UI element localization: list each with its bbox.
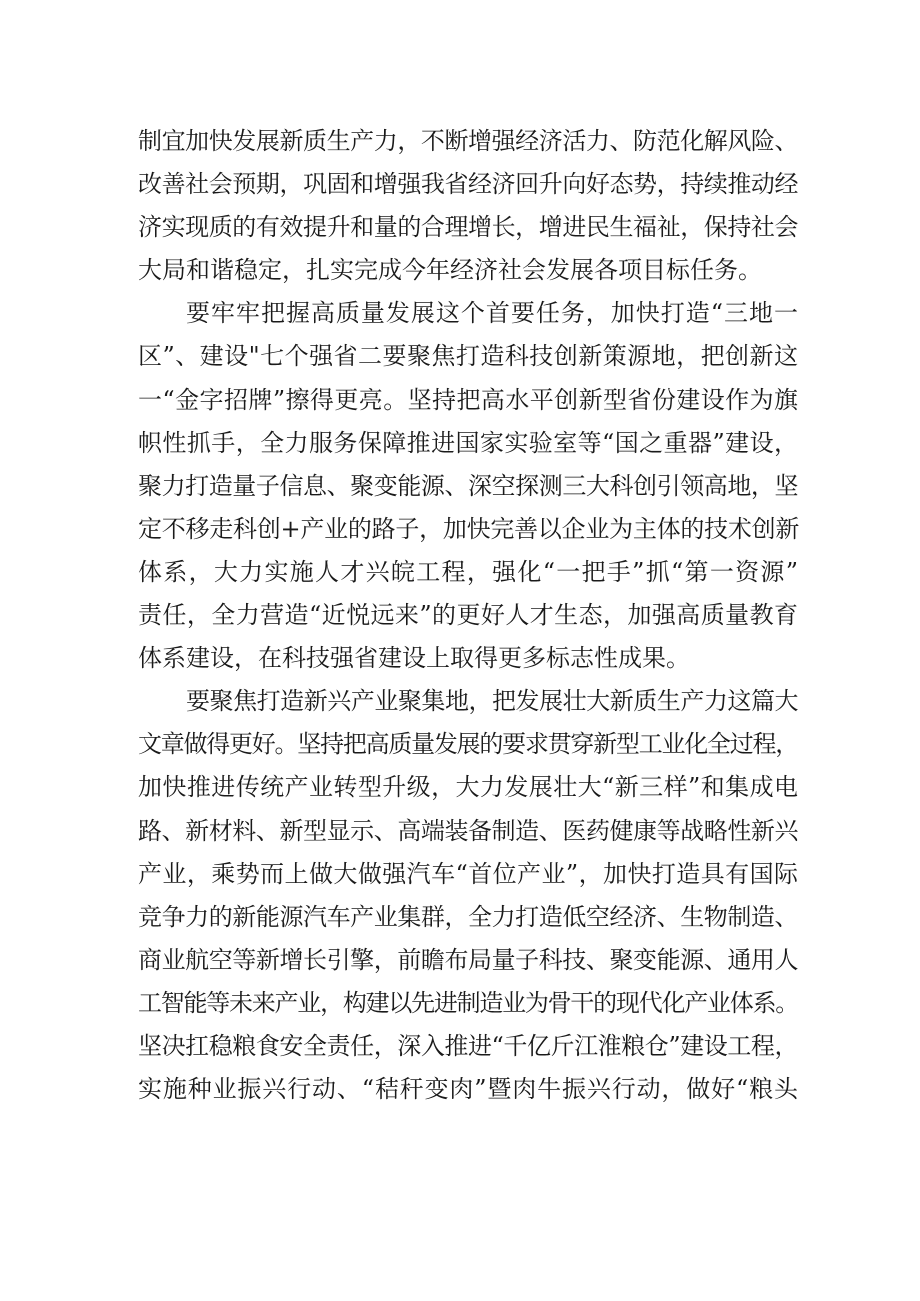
text-line: 改善社会预期，巩固和增强我省经济回升向好态势，持续推动经 (138, 170, 798, 199)
document-body (138, 120, 798, 1111)
text-line: 济实现质的有效提升和量的合理增长，增进民生福祉，保持社会 (138, 213, 798, 242)
text-line: 产业，乘势而上做大做强汽车“首位产业”，加快打造具有国际 (138, 859, 798, 888)
text-line: 体系建设，在科技强省建设上取得更多标志性成果。 (138, 644, 690, 673)
text-line: 竞争力的新能源汽车产业集群，全力打造低空经济、生物制造、 (138, 902, 798, 931)
text-line: 大局和谐稳定，扎实完成今年经济社会发展各项目标任务。 (138, 256, 762, 285)
text-line: 体系，大力实施人才兴皖工程，强化“一把手”抓“第一资源” (138, 557, 798, 586)
paragraph-first-line: 要聚焦打造新兴产业聚集地，把发展壮大新质生产力这篇大 (186, 687, 798, 716)
text-line: 责任，全力营造“近悦远来”的更好人才生态，加强高质量教育 (138, 601, 798, 630)
text-line: 商业航空等新增长引擎，前瞻布局量子科技、聚变能源、通用人 (138, 945, 798, 974)
text-line: 聚力打造量子信息、聚变能源、深空探测三大科创引领高地，坚 (138, 471, 798, 500)
text-line: 坚决扛稳粮食安全责任，深入推进“千亿斤江淮粮仓”建设工程， (138, 1031, 798, 1060)
text-line: 区”、建设"七个强省二要聚焦打造科技创新策源地，把创新这 (138, 342, 798, 371)
text-line: 一“金字招牌”擦得更亮。坚持把高水平创新型省份建设作为旗 (138, 385, 798, 414)
text-line: 实施种业振兴行动、“秸秆变肉”暨肉牛振兴行动，做好“粮头 (138, 1075, 798, 1104)
text-line: 文章做得更好。坚持把高质量发展的要求贯穿新型工业化全过程， (138, 730, 798, 759)
paragraph-first-line: 要牢牢把握高质量发展这个首要任务，加快打造“三地一 (186, 299, 798, 328)
text-line: 工智能等未来产业，构建以先进制造业为骨干的现代化产业体系。 (138, 988, 798, 1017)
text-line: 加快推进传统产业转型升级，大力发展壮大“新三样”和集成电 (138, 773, 798, 802)
text-line: 帜性抓手，全力服务保障推进国家实验室等“国之重器”建设， (138, 428, 798, 457)
text-line: 定不移走科创+产业的路子，加快完善以企业为主体的技术创新 (138, 514, 800, 543)
text-line: 制宜加快发展新质生产力，不断增强经济活力、防范化解风险、 (138, 127, 798, 155)
text-line: 路、新材料、新型显示、高端装备制造、医药健康等战略性新兴 (138, 816, 798, 845)
